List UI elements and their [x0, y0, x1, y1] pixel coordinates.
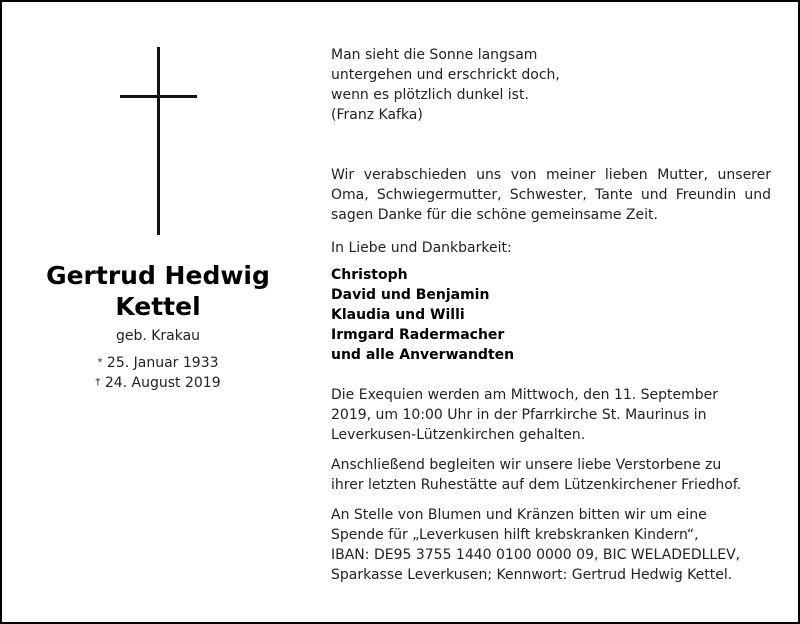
family-member: Christoph [331, 267, 408, 283]
life-dates [42, 353, 274, 393]
family-member: Klaudia und Willi [331, 307, 465, 323]
quote-line: untergehen und erschrickt doch, [331, 67, 560, 83]
death-date: 24. August 2019 [104, 375, 221, 391]
birth-date-line [42, 353, 274, 373]
birth-name: geb. Krakau [115, 328, 201, 344]
farewell-line: Oma, Schwiegermutter, Schwester, Tante und Freundin und [331, 187, 771, 203]
donation-line: An Stelle von Blumen und Kränzen bitten wir um eine [331, 507, 707, 523]
funeral-line: Die Exequien werden am Mittwoch, den 11. September [331, 387, 719, 403]
funeral-line: Leverkusen-Lützenkirchen gehalten. [331, 427, 586, 443]
died-symbol: † [95, 377, 101, 388]
burial-line: ihrer letzten Ruhestätte auf dem Lützenkirchener Friedhof. [331, 477, 742, 493]
quote [331, 45, 771, 125]
donation-line: IBAN: DE95 3755 1440 0100 0000 09, BIC WELADEDLLEV, [331, 547, 741, 563]
funeral-info [331, 385, 771, 445]
family-member: und alle Anverwandten [331, 347, 515, 363]
born-symbol: * [97, 357, 103, 368]
donation-line: Sparkasse Leverkusen; Kennwort: Gertrud Hedwig Kettel. [331, 567, 733, 583]
deceased-first-names: Gertrud Hedwig [46, 261, 270, 290]
quote-line: wenn es plötzlich dunkel ist. [331, 87, 529, 103]
farewell-line: Wir verabschieden uns von meiner lieben Mutter, unserer [331, 167, 771, 183]
farewell-line: sagen Danke für die schöne gemeinsame Zeit. [331, 207, 658, 223]
farewell-text [331, 165, 771, 225]
cross-icon [157, 47, 160, 235]
donation-line: Spende für „Leverkusen hilft krebskranken Kindern“, [331, 527, 699, 543]
family-list [331, 265, 771, 365]
funeral-line: 2019, um 10:00 Uhr in der Pfarrkirche St. Maurinus in [331, 407, 707, 423]
quote-author: (Franz Kafka) [331, 107, 423, 123]
birth-date: 25. Januar 1933 [106, 355, 219, 371]
deceased-last-name: Kettel [115, 292, 201, 321]
quote-line: Man sieht die Sonne langsam [331, 47, 538, 63]
thanks-line: In Liebe und Dankbarkeit: [331, 240, 512, 256]
death-date-line [42, 373, 274, 393]
burial-info [331, 455, 771, 495]
burial-line: Anschließend begleiten wir unsere liebe Verstorbene zu [331, 457, 722, 473]
family-member: Irmgard Radermacher [331, 327, 505, 343]
family-member: David und Benjamin [331, 287, 490, 303]
donation-info [331, 505, 771, 585]
cross-icon-bar [120, 95, 197, 98]
deceased-name [42, 260, 274, 322]
